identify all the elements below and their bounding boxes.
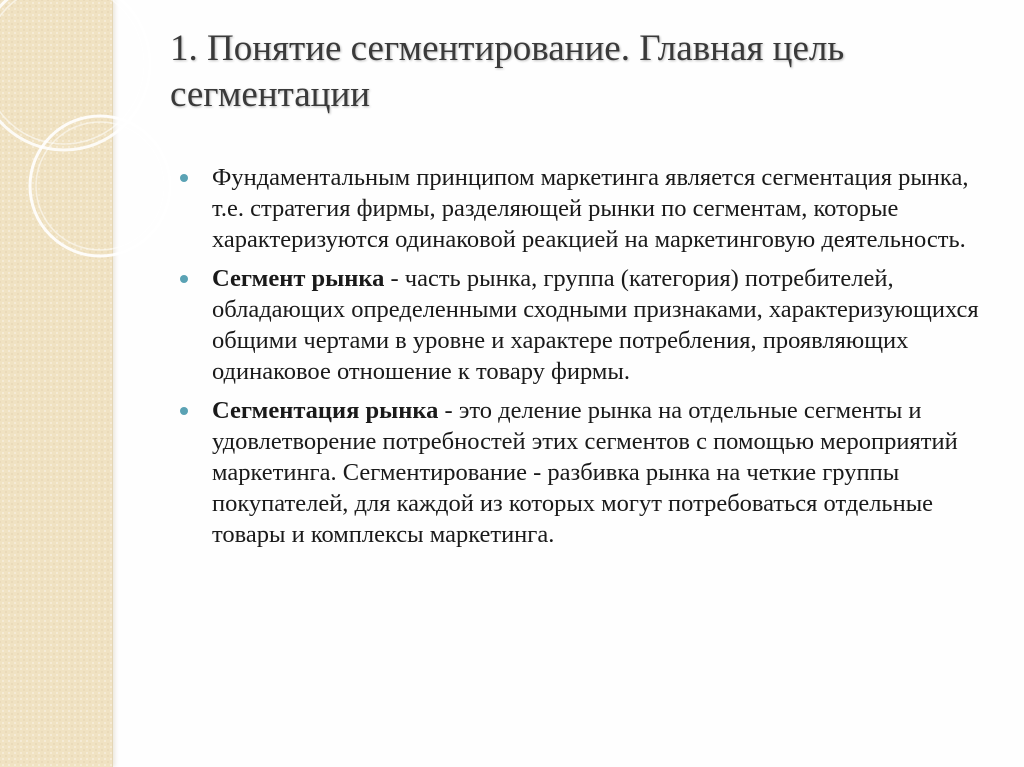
bullet-item [178, 395, 998, 550]
bullet-item [178, 263, 998, 387]
bullet-dot-icon [180, 275, 188, 283]
decorative-rings [0, 0, 180, 260]
bullet-text: - это деление рынка на отдельные сегменты и удовлетворение потребностей этих сегментов с помощью мероприятий маркетинга. Сегментирование - разбивка рынка на четкие группы покупателей, для каждой из которых могут потребоваться отдельные товары и комплексы маркетинга. [212, 397, 958, 548]
bullet-term: Сегмент рынка [212, 265, 385, 292]
bullet-term: Сегментация рынка [212, 397, 439, 424]
slide-title: 1. Понятие сегментирование. Главная цель сегментации [170, 28, 845, 115]
bullet-dot-icon [180, 407, 188, 415]
bullet-text: - часть рынка, группа (категория) потребителей, обладающих определенными сходными признаками, характеризующихся общими чертами в уровне и характере потребления, проявляющих одинаковое отношение к товару фирмы. [212, 265, 979, 385]
bullet-text: Фундаментальным принципом маркетинга является сегментация рынка, т.е. стратегия фирмы, разделяющей рынки по сегментам, которые характеризуются одинаковой реакцией на маркетинговую деятельность. [212, 164, 969, 253]
bullet-dot-icon [180, 174, 188, 182]
bullet-item [178, 162, 998, 255]
bullet-list [178, 162, 998, 558]
